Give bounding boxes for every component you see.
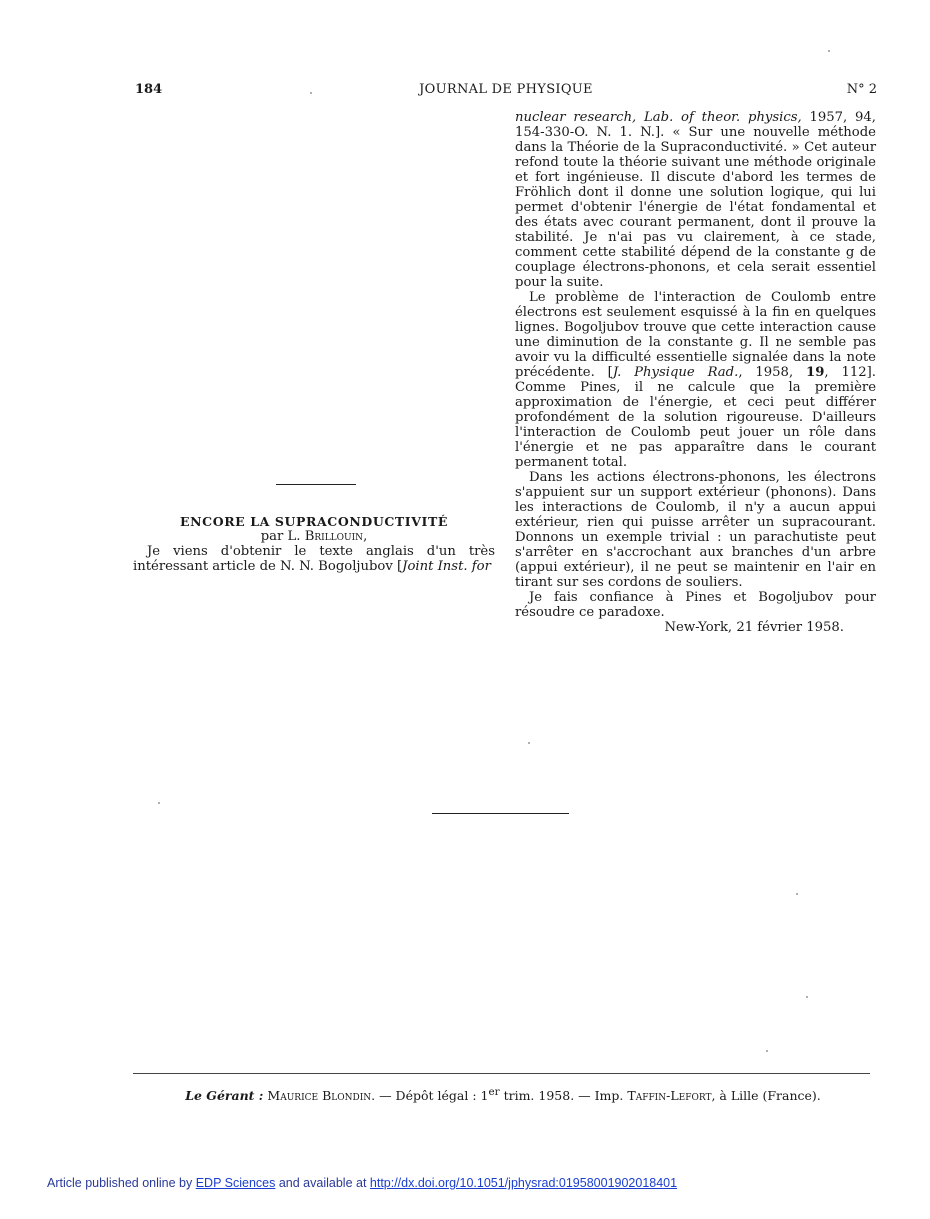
cite-journal: J. Physique Rad. xyxy=(612,365,739,380)
publisher-prefix: Article published online by xyxy=(47,1176,196,1190)
scan-speck xyxy=(806,996,808,998)
intro-text: Je viens d'obtenir le texte anglais d'un très intéressant article de N. N. Bogoljubov [ xyxy=(133,544,495,574)
doi-link[interactable]: http://dx.doi.org/10.1051/jphysrad:01958001902018401 xyxy=(369,1176,678,1190)
signoff-date: New-York, 21 février 1958. xyxy=(664,620,844,635)
scan-speck xyxy=(796,893,798,895)
intro-paragraph xyxy=(133,544,495,574)
page-number: 184 xyxy=(135,82,163,97)
scan-speck xyxy=(158,802,160,804)
publisher-middle: and available at xyxy=(275,1176,370,1190)
cite-volume: 19 xyxy=(806,365,825,380)
coulomb-paragraph xyxy=(515,290,876,470)
page-header xyxy=(135,82,877,100)
depot-text-b: trim. 1958. — Imp. xyxy=(499,1088,628,1104)
cite-year: , 1958, xyxy=(738,365,807,380)
issue-number: N° 2 xyxy=(846,82,877,97)
byline xyxy=(133,529,495,544)
depot-text-a: . — Dépôt légal : 1 xyxy=(371,1088,489,1104)
continuation-italic: nuclear research, Lab. of theor. physics, xyxy=(515,110,802,125)
byline-suffix: , xyxy=(363,529,368,544)
byline-prefix: par xyxy=(260,529,288,544)
printer-location: , à Lille (France). xyxy=(711,1088,821,1104)
author-name: L. Brillouin xyxy=(287,529,364,544)
scan-speck xyxy=(528,742,530,744)
article-title: ENCORE LA SUPRACONDUCTIVITÉ xyxy=(180,514,448,529)
right-column xyxy=(515,110,876,635)
intro-citation-italic: Joint Inst. for xyxy=(402,559,491,574)
closing-paragraph: Je fais confiance à Pines et Bogoljubov pour résoudre ce paradoxe. xyxy=(515,590,876,620)
coulomb-text-a: Le problème de l'interaction de Coulomb entre électrons est seulement esquissé à la fin en quelques lignes. Bogoljubov trouve que cette interaction cause une diminution de la constante g. Il ne semble pas avoir vu la difficulté essentielle signalée dans la note précédente. [ xyxy=(515,290,876,380)
end-divider xyxy=(432,813,569,814)
printer-name: Taffin-Lefort xyxy=(627,1088,712,1104)
left-column xyxy=(133,514,495,574)
phonons-paragraph: Dans les actions électrons-phonons, les électrons s'appuient sur un support extérieur (phonons). Dans les interactions de Coulomb, il n'y a aucun appui extérieur, rien qui puisse arrêter un supracourant. Donnons un exemple trivial : un parachutiste peut s'arrêter en s'accrochant aux branches d'un arbre (appui extérieur), il ne peut se maintenir en l'air en tirant sur ses cordons de souliers. xyxy=(515,470,876,590)
coulomb-text-b: , 112]. Comme Pines, il ne calcule que la première approximation de l'énergie, et ceci peut différer profondément de la solution rigoureuse. D'ailleurs l'interaction de Coulomb peut jouer un rôle dans l'énergie et ne pas apparaître dans le courant permanent total. xyxy=(515,365,876,470)
publisher-line xyxy=(47,1176,677,1190)
imprint-footer xyxy=(133,1086,873,1103)
scan-speck xyxy=(828,50,830,52)
publisher-link[interactable]: EDP Sciences xyxy=(195,1176,276,1190)
journal-title: JOURNAL DE PHYSIQUE xyxy=(419,82,593,97)
scan-speck xyxy=(766,1050,768,1052)
gerant-name: Maurice Blondin xyxy=(267,1088,372,1104)
continuation-text: 1957, 94, 154-330-O. N. 1. N.]. « Sur une nouvelle méthode dans la Théorie de la Supraconductivité. » Cet auteur refond toute la théorie suivant une méthode originale et fort ingénieuse. Il discute d'abord les termes de Fröhlich dont il donne une solution logique, qui lui permet d'obtenir l'énergie de l'état fondamental et des états avec courant permanent, dont il prouve la stabilité. Je n'ai pas vu clairement, à ce stade, comment cette stabilité dépend de la constante g de couplage électrons-phonons, et cela serait essentiel pour la suite. xyxy=(515,110,876,290)
scan-speck xyxy=(310,92,312,94)
gerant-label: Le Gérant : xyxy=(185,1088,264,1104)
continuation-paragraph xyxy=(515,110,876,290)
footer-rule xyxy=(133,1073,870,1074)
section-divider xyxy=(276,484,356,485)
depot-superscript: er xyxy=(488,1086,500,1098)
